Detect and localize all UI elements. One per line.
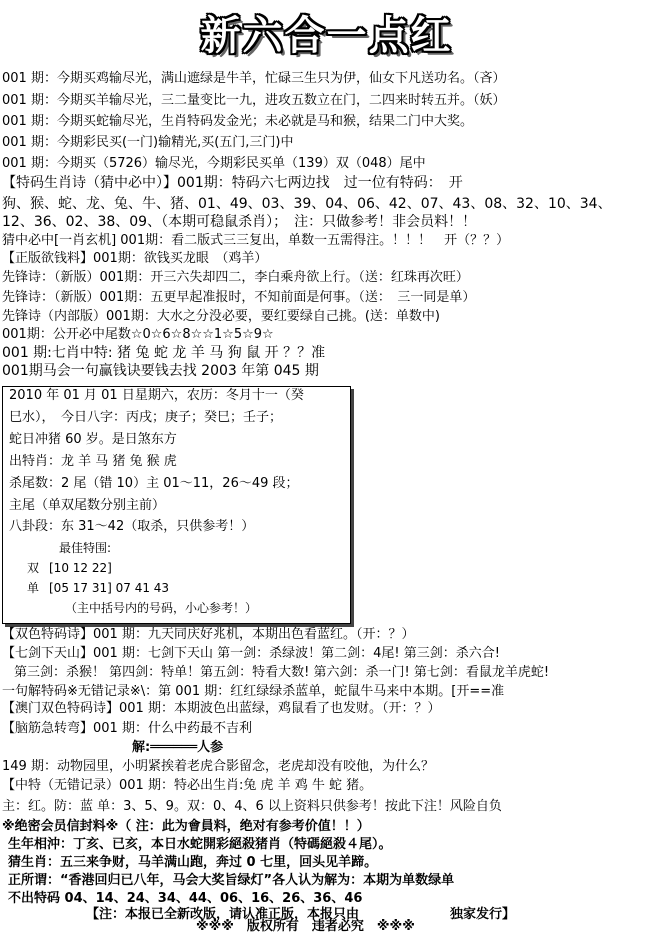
box-line: 主尾（单双尾数分别主前） <box>9 498 166 513</box>
text-line: ※绝密会员信封料※（ 注：此为會員料，绝对有参考价值！！） <box>2 819 370 834</box>
text-line: ※※※ 版权所有 违者必究 ※※※ <box>196 919 415 934</box>
text-line: 先锋诗：（新版）001期：开三六失却四二，李白乘舟欲上行。（送：红珠再次旺） <box>2 270 469 285</box>
text-line: 12、36、02、38、09、（本期可稳鼠杀肖）； 注：只做参考！非会员料！！ <box>2 214 477 230</box>
text-line: 001 期：今期买蛇输尽光，生肖特码发金光；未必就是马和猴，结果二门中大奖。 <box>2 114 473 129</box>
box-line: 八卦段：东 31～42（取杀，只供参考！） <box>9 519 255 534</box>
text-line: 001 期:七肖中特: 猪 兔 蛇 龙 羊 马 狗 鼠 开 ？？准 <box>2 345 326 361</box>
box-line: 蛇日冲猪 60 岁。是日煞东方 <box>9 432 177 447</box>
text-line: 001 期：今期彩民买(一门)输精光,买(五门,三门)中 <box>2 135 294 150</box>
box-value: [10 12 22] <box>49 561 112 575</box>
text-line: 先锋诗（内部版）001期：大水之分没必要，要红要绿自己挑。(送：单数中) <box>2 309 440 324</box>
text-line: 149 期：动物园里，小明紧挨着老虎合影留念，老虎却没有咬他，为什么？ <box>2 759 434 774</box>
text-line: 【双色特码诗】001 期：九天同庆好兆机，本期出色看蓝红。（开：？） <box>2 627 415 642</box>
text-line: 【中特（无错记录）001 期：特必出生肖:兔 虎 羊 鸡 牛 蛇 猪。 <box>2 778 373 793</box>
text-line: 【七剑下天山】001 期：七剑下天山 第一剑：杀绿波！第二剑：4尾! 第三剑：杀六合! <box>2 646 500 661</box>
box-value: [05 17 31] 07 41 43 <box>49 581 170 595</box>
box-label: 单 <box>27 581 40 595</box>
box-label: 双 <box>27 561 40 575</box>
info-box <box>2 386 351 624</box>
box-line: 巳水）， 今日八字：丙戌；庚子；癸巳；壬子； <box>9 410 283 425</box>
text-line: 不出特码 04、14、24、34、44、06、16、26、36、46 <box>8 891 363 906</box>
text-line: 001 期：今期买（5726）输尽光，今期彩民买单（139）双（048）尾中 <box>2 156 426 171</box>
box-line: 最佳特围: <box>59 541 112 555</box>
text-line: 001 期：今期买鸡输尽光，满山遮绿是牛羊，忙碌三生只为伊，仙女下凡送功名。（吝） <box>2 71 506 86</box>
text-line: 001 期：今期买羊输尽光，三二量变比一九，进攻五数立在门，二四来时转五并。（妖） <box>2 93 506 108</box>
text-line: 先锋诗：（新版）001期：五更早起准报时，不知前面是何事。（送： 三一同是单） <box>2 290 476 305</box>
text-line: 001期马会一句赢钱诀要钱去找 2003 年第 045 期 <box>2 363 319 379</box>
text-line: 狗、猴、蛇、龙、兔、牛、猪、01、49、03、39、04、06、42、07、43、08、32、10、34、 <box>2 196 612 212</box>
box-line: 2010 年 01 月 01 日星期六，农历：冬月十一（癸 <box>9 388 304 403</box>
box-line: 出特肖：龙 羊 马 猪 兔 猴 虎 <box>9 454 177 469</box>
text-line: 一句解特码※无错记录※\：第 001 期：红红绿绿杀蓝单，蛇鼠牛马来中本期。[开==准 <box>2 684 505 699</box>
page-title: 新六合一点红 <box>200 13 453 59</box>
box-line: 杀尾数：2 尾（错 10）主 01～11，26～49 段； <box>9 476 299 491</box>
box-line: （主中括号内的号码，小心参考！） <box>65 601 258 615</box>
text-line: 【脑筋急转弯】001 期：什么中药最不吉利 <box>2 721 252 736</box>
text-line: 【特码生肖诗（猜中必中）】001期：特码六七两边找 过一位有特码： 开 <box>2 175 463 191</box>
text-line: 猜生肖：五三来争财，马羊满山跑，奔过 0 七里，回头见羊蹄。 <box>8 855 378 870</box>
text-line: 【澳门双色特码诗】001 期：本期波色出蓝绿，鸡鼠看了也发财。（开：？） <box>2 701 441 716</box>
text-line: 【正版欲钱料】001期：欲钱买龙眼 （鸡羊） <box>2 251 268 266</box>
text-line: 001期：公开必中尾数☆0☆6☆8☆☆1☆5☆9☆ <box>2 327 274 342</box>
text-line: 第三剑：杀猴！ 第四剑：特单！第五剑：特看大数! 第六剑：杀一门! 第七剑：看鼠龙羊虎蛇! <box>14 665 550 680</box>
text-line: 正所谓：“香港回归已八年，马会大奖旨绿灯”各人认为解为：本期为单数绿单 <box>8 873 455 888</box>
text-line: 主：红。防：蓝 单：3、5、9。双：0、4、6 以上资料只供参考！按此下注！风险自负 <box>2 799 502 814</box>
text-line: 生年相沖：丁亥、已亥，本日水蛇開彩絕殺猪肖（特碼絕殺４尾）。 <box>8 837 392 852</box>
text-line: 【注：本报已全新改版，请认准正版，本报只由 独家发行】 <box>86 907 516 922</box>
text-line: 猜中必中[一肖玄机] 001期：看二版式三三复出，单数一五需得注。！！！ 开（？？） <box>2 233 510 248</box>
text-line: 解:══════人参 <box>132 740 224 755</box>
